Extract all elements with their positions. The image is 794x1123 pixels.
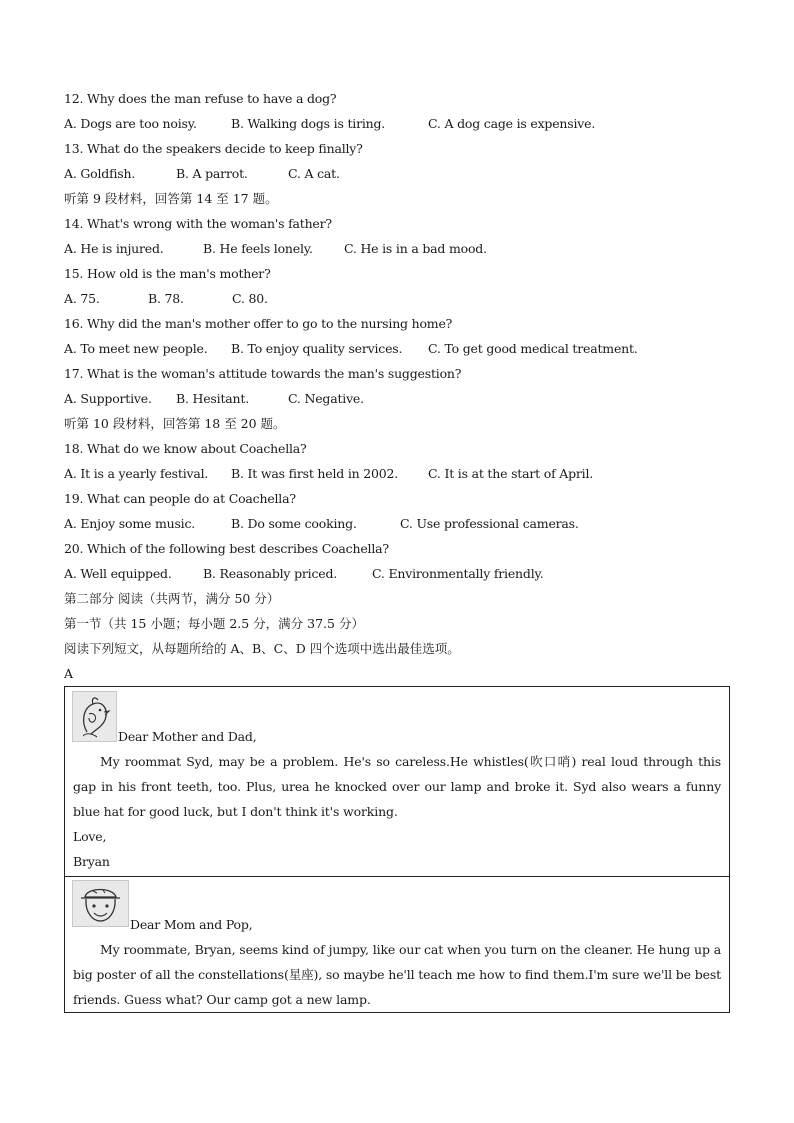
question-stem: 17. What is the woman's attitude towards the man's suggestion? — [64, 366, 462, 381]
option-b: B. He feels lonely. — [203, 241, 313, 256]
letter-box — [64, 686, 730, 876]
letter-closing: Love, — [73, 829, 107, 844]
option-c: C. 80. — [232, 291, 268, 306]
option-a: A. He is injured. — [64, 241, 164, 256]
option-c: C. A dog cage is expensive. — [428, 116, 596, 131]
option-c: C. He is in a bad mood. — [344, 241, 487, 256]
option-c: C. A cat. — [288, 166, 340, 181]
question-stem: 12. Why does the man refuse to have a dog? — [64, 91, 337, 106]
letter-signature: Bryan — [73, 854, 110, 869]
question-stem: 18. What do we know about Coachella? — [64, 441, 307, 456]
option-a: A. 75. — [64, 291, 100, 306]
option-b: B. Hesitant. — [176, 391, 249, 406]
letter-body — [73, 937, 721, 1012]
section-note: 听第 10 段材料，回答第 18 至 20 题。 — [64, 416, 286, 431]
letter-body-text: My roommate, Bryan, seems kind of jumpy, like our cat when you turn on the cleaner. He hung up a big poster of all the constellations(星座), so maybe he'll teach me how to find them.I'm sure we'll be best friends. Guess what? Our camp got a new lamp. — [73, 942, 721, 1007]
section-heading: 第一节（共 15 小题；每小题 2.5 分，满分 37.5 分） — [64, 616, 364, 631]
option-a: A. Well equipped. — [64, 566, 172, 581]
option-b: B. It was first held in 2002. — [231, 466, 399, 481]
option-c: C. It is at the start of April. — [428, 466, 594, 481]
option-a: A. Enjoy some music. — [64, 516, 196, 531]
option-c: C. Environmentally friendly. — [372, 566, 544, 581]
question-stem: 16. Why did the man's mother offer to go to the nursing home? — [64, 316, 453, 331]
question-stem: 20. Which of the following best describes Coachella? — [64, 541, 389, 556]
letter-greeting: Dear Mother and Dad, — [118, 729, 257, 744]
option-a: A. It is a yearly festival. — [64, 466, 209, 481]
option-b: B. To enjoy quality services. — [231, 341, 403, 356]
option-a: A. Goldfish. — [64, 166, 136, 181]
part-heading: 第二部分 阅读（共两节，满分 50 分） — [64, 591, 280, 606]
option-b: B. A parrot. — [176, 166, 248, 181]
option-b: B. Reasonably priced. — [203, 566, 338, 581]
section-note: 听第 9 段材料，回答第 14 至 17 题。 — [64, 191, 278, 206]
instruction-text: 阅读下列短文，从每题所给的 A、B、C、D 四个选项中选出最佳选项。 — [64, 641, 460, 656]
option-c: C. To get good medical treatment. — [428, 341, 638, 356]
question-stem: 14. What's wrong with the woman's father? — [64, 216, 332, 231]
option-b: B. Do some cooking. — [231, 516, 357, 531]
option-b: B. 78. — [148, 291, 184, 306]
option-c: C. Use professional cameras. — [400, 516, 579, 531]
question-stem: 13. What do the speakers decide to keep finally? — [64, 141, 363, 156]
option-a: A. Dogs are too noisy. — [64, 116, 197, 131]
letter-body-text: My roommat Syd, may be a problem. He's so careless.He whistles(吹口哨) real loud through this gap in his front teeth, too. Plus, urea he knocked over our lamp and broke it. Syd also wears a funny blue hat for good luck, but I don't think it's working. — [73, 754, 721, 819]
boy-face-sketch-icon — [72, 880, 129, 927]
option-a: A. To meet new people. — [64, 341, 208, 356]
bird-sketch-icon — [72, 691, 117, 742]
letter-box — [64, 876, 730, 1013]
letter-greeting: Dear Mom and Pop, — [130, 917, 253, 932]
question-stem: 15. How old is the man's mother? — [64, 266, 271, 281]
option-c: C. Negative. — [288, 391, 364, 406]
option-a: A. Supportive. — [64, 391, 152, 406]
question-stem: 19. What can people do at Coachella? — [64, 491, 296, 506]
passage-label: A — [64, 666, 73, 681]
letter-body — [73, 749, 721, 824]
option-b: B. Walking dogs is tiring. — [231, 116, 386, 131]
